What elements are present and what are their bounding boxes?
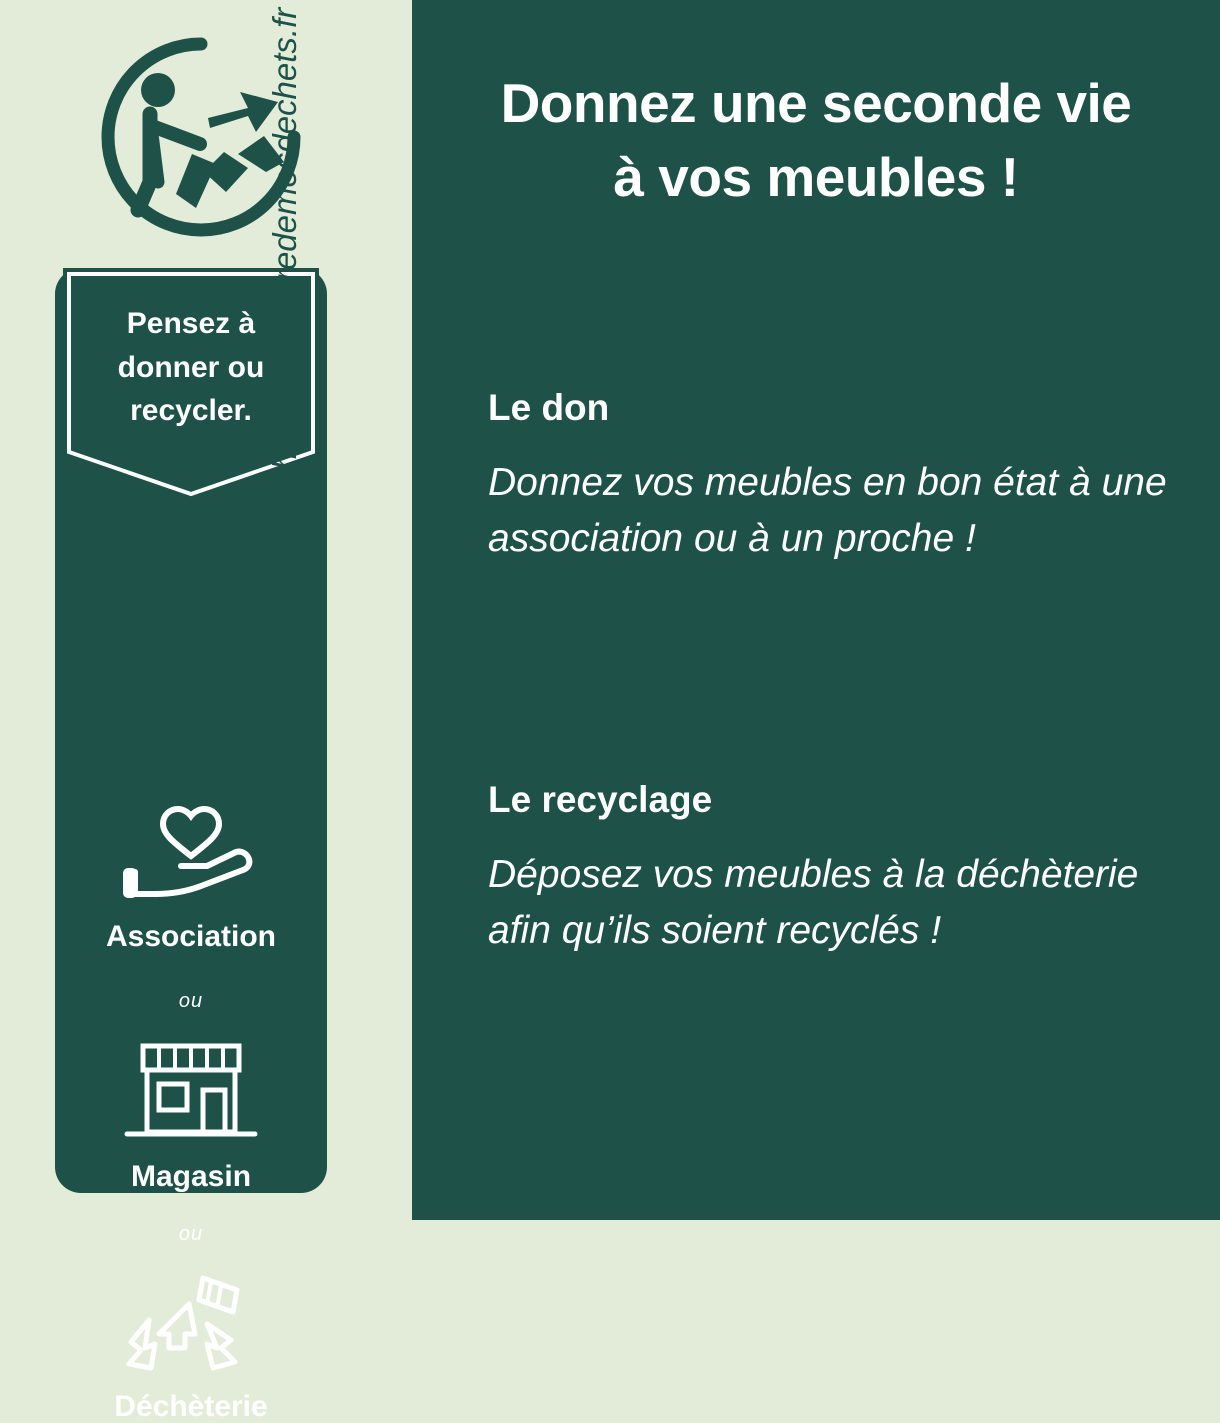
separator-ou-2: ou: [178, 1223, 204, 1245]
section-body: Déposez vos meubles à la déchèterie afin qu’ils soient recyclés !: [488, 852, 1139, 953]
section-title: Le don: [488, 387, 610, 428]
heart-in-hand-icon: [55, 798, 327, 910]
banner-line-2: donner ou: [117, 350, 265, 384]
section-body: Donnez vos meubles en bon état à une association ou à un proche !: [488, 460, 1167, 561]
option-label: Association: [105, 920, 277, 953]
option-dechterie: [55, 1268, 327, 1423]
headline-line-1: Donnez une seconde vie: [500, 72, 1132, 134]
recycling-center-arrows-icon: [55, 1268, 327, 1380]
headline-line-2: à vos meubles !: [613, 146, 1019, 209]
website-url[interactable]: https://quefairedemesdechets.fr: [266, 7, 303, 470]
banner-line-1: Pensez à: [126, 307, 256, 340]
page-title: [412, 66, 1220, 215]
banner-line-3: recycler.: [130, 394, 252, 427]
shop-storefront-icon: [55, 1038, 327, 1150]
option-label: Magasin: [130, 1160, 252, 1193]
option-magasin: [55, 1038, 327, 1193]
option-label: Déchèterie: [114, 1390, 268, 1423]
option-association: [55, 798, 327, 953]
right-panel: [412, 0, 1220, 1220]
separator-ou-1: ou: [178, 990, 204, 1012]
section-le-don: [488, 388, 1188, 568]
left-panel: [0, 0, 412, 1423]
section-title: Le recyclage: [488, 779, 713, 820]
section-le-recyclage: [488, 780, 1188, 960]
